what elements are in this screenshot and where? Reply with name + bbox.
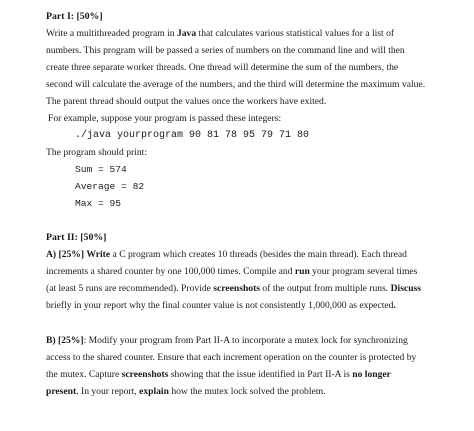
text-segment: of the output from multiple runs. <box>260 283 391 294</box>
bold-segment: A) [25%] <box>46 249 87 260</box>
bold-segment: Discuss <box>390 283 421 294</box>
text-segment: how the mutex lock solved the problem. <box>168 386 326 397</box>
text-segment: : Modify your program from Part II-A to incorporate a mutex lock for synchronizing <box>83 335 408 346</box>
example-command: ./java yourprogram 90 81 78 95 79 71 80 <box>75 130 310 141</box>
bold-segment: screenshots <box>213 283 261 294</box>
part2b-line-1 <box>46 335 408 347</box>
bold-segment: B) [25%] <box>46 335 84 346</box>
part2a-line-4 <box>46 300 396 312</box>
part1-line-5: The parent thread should output the values once the workers have exited. <box>46 96 327 107</box>
print-intro: The program should print: <box>46 147 147 158</box>
text-segment: that calculates various statistical values for a list of <box>196 28 395 39</box>
text-segment: increments a shared counter by one 100,000 times. Compile and <box>46 266 295 277</box>
part2a-line-1 <box>46 249 407 261</box>
bold-segment: Java <box>176 28 197 39</box>
bold-segment: no longer <box>352 369 391 380</box>
part2b-line-4 <box>46 386 326 398</box>
part2a-line-2 <box>46 266 417 278</box>
bold-segment: screenshots <box>121 369 169 380</box>
text-segment: briefly in your report why the final counter value is not consistently 1,000,000 as expected <box>46 300 394 311</box>
text-segment: a C program which creates 10 threads (besides the main thread). Each thread <box>110 249 407 260</box>
text-segment: (at least 5 runs are recommended). Provide <box>46 283 214 294</box>
bold-segment: . <box>393 300 396 311</box>
part1-line-4: second will calculate the average of the numbers, and the third will determine the maximum value. <box>46 79 426 90</box>
bold-segment: present <box>46 386 77 397</box>
text-segment: Write a multithreaded program in <box>46 28 177 39</box>
text-segment: your program several times <box>309 266 418 277</box>
output-sum: Sum = 574 <box>75 164 127 175</box>
part2b-line-3 <box>46 369 391 381</box>
part1-line-2: numbers. This program will be passed a series of numbers on the command line and will then <box>46 45 405 56</box>
output-max: Max = 95 <box>75 198 122 209</box>
part1-line-3: create three separate worker threads. One thread will determine the sum of the numbers, the <box>46 62 399 73</box>
text-segment: . In your report, <box>76 386 140 397</box>
bold-segment: Write <box>86 249 111 260</box>
part1-line-6: For example, suppose your program is passed these integers: <box>48 113 282 124</box>
part1-line-1 <box>46 28 394 40</box>
output-average: Average = 82 <box>75 181 145 192</box>
text-segment: the mutex. Capture <box>46 369 122 380</box>
part2b-line-2: access to the shared counter. Ensure that each increment operation on the counter is protected by <box>46 352 417 363</box>
part2-heading: Part II: [50%] <box>46 232 107 243</box>
part2a-line-3 <box>46 283 421 295</box>
part1-heading: Part I: [50%] <box>46 11 103 22</box>
bold-segment: run <box>294 266 310 277</box>
text-segment: showing that the issue identified in Part II-A is <box>168 369 353 380</box>
bold-segment: explain <box>139 386 169 397</box>
